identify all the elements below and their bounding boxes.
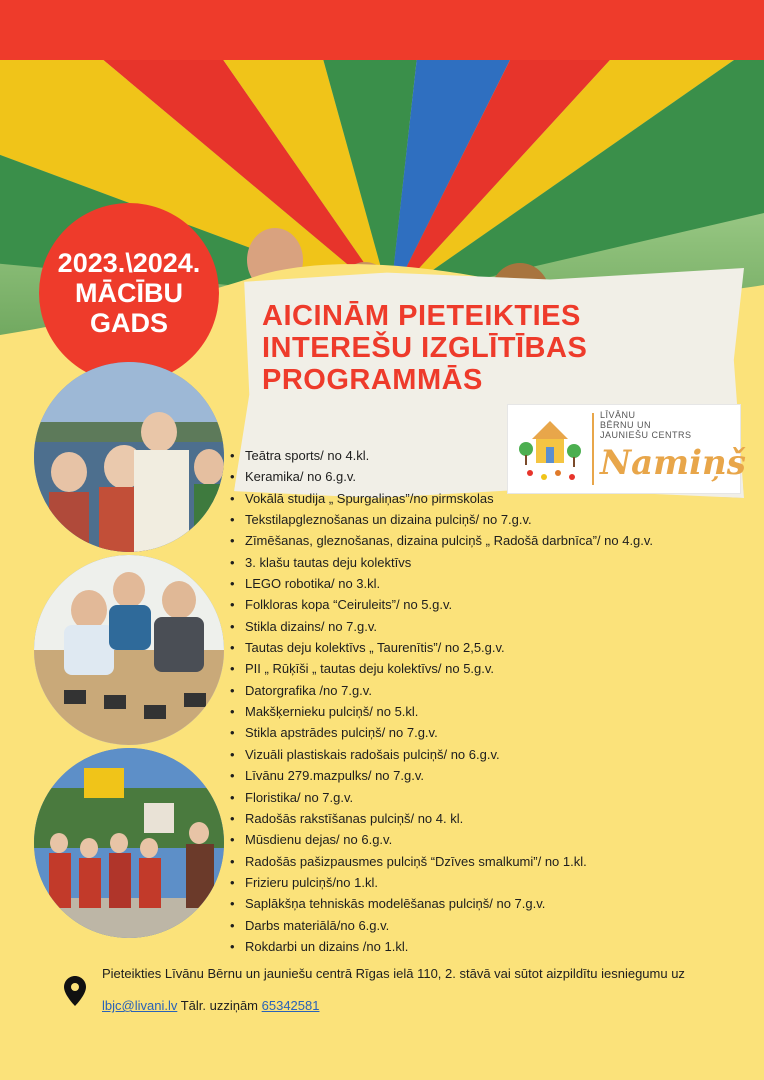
program-item: • Floristika/ no 7.g.v.: [230, 787, 653, 808]
headline: [262, 300, 682, 396]
program-item: • PII „ Rūķīši „ tautas deju kolektīvs/ no 5.g.v.: [230, 658, 653, 679]
program-item: • Folkloras kopa “Ceiruleits”/ no 5.g.v.: [230, 594, 653, 615]
headline-line3: PROGRAMMĀS: [262, 364, 483, 396]
badge-year: 2023.\2024.: [57, 248, 201, 278]
program-item: • Darbs materiālā/no 6.g.v.: [230, 915, 653, 936]
logo-name-line1: LĪVĀNU: [600, 410, 636, 420]
footer-contacts: [102, 998, 319, 1013]
photo-folk-dancers: [34, 748, 224, 938]
logo-name-line2: BĒRNU UN: [600, 420, 652, 430]
program-item: • Mūsdienu dejas/ no 6.g.v.: [230, 829, 653, 850]
logo-org-name: [600, 410, 692, 440]
program-item: • Tekstilapgleznošanas un dizaina pulciņš/ no 7.g.v.: [230, 509, 653, 530]
program-item: • Saplākšņa tehniskās modelēšanas pulciņš/ no 7.g.v.: [230, 893, 653, 914]
school-year-badge: [39, 203, 219, 383]
photo-folk-group: [34, 362, 224, 552]
top-banner: [0, 0, 764, 60]
logo-name-line3: JAUNIEŠU CENTRS: [600, 430, 692, 440]
headline-line1: AICINĀM PIETEIKTIES: [262, 300, 581, 332]
phone-link[interactable]: 65342581: [261, 998, 320, 1013]
program-item: • Vokālā studija „ Spurgaliņas”/no pirmskolas: [230, 488, 653, 509]
program-item: • LEGO robotika/ no 3.kl.: [230, 573, 653, 594]
badge-line3: GADS: [89, 308, 168, 338]
program-item: • Rokdarbi un dizains /no 1.kl.: [230, 936, 653, 957]
program-item: • Zīmēšanas, gleznošanas, dizaina pulciņš „ Radošā darbnīca”/ no 4.g.v.: [230, 530, 653, 551]
program-item: • Stikla apstrādes pulciņš/ no 7.g.v.: [230, 722, 653, 743]
program-item: • Tautas deju kolektīvs „ Taurenītis”/ no 2,5.g.v.: [230, 637, 653, 658]
phone-label: Tālr. uzziņām: [177, 998, 262, 1013]
program-item: • 3. klašu tautas deju kolektīvs: [230, 552, 653, 573]
program-item: • Makšķernieku pulciņš/ no 5.kl.: [230, 701, 653, 722]
programs-list: [230, 445, 653, 957]
headline-line2: INTEREŠU IZGLĪTĪBAS: [262, 332, 588, 364]
badge-line2: MĀCĪBU: [75, 278, 183, 308]
program-item: • Vizuāli plastiskais radošais pulciņš/ no 6.g.v.: [230, 744, 653, 765]
program-item: • Radošās rakstīšanas pulciņš/ no 4. kl.: [230, 808, 653, 829]
program-item: • Radošās pašizpausmes pulciņš “Dzīves smalkumi”/ no 1.kl.: [230, 851, 653, 872]
program-item: • Frizieru pulciņš/no 1.kl.: [230, 872, 653, 893]
program-item: • Datorgrafika /no 7.g.v.: [230, 680, 653, 701]
location-pin-icon: [64, 976, 86, 1006]
program-item: • Līvānu 279.mazpulks/ no 7.g.v.: [230, 765, 653, 786]
footer-address: Pieteikties Līvānu Bērnu un jauniešu centrā Rīgas ielā 110, 2. stāvā vai sūtot aizpildītu iesniegumu uz: [102, 966, 685, 981]
program-item: • Teātra sports/ no 4.kl.: [230, 445, 653, 466]
photo-lego-robotics: [34, 555, 224, 745]
email-link[interactable]: lbjc@livani.lv: [102, 998, 178, 1013]
program-item: • Keramika/ no 6.g.v.: [230, 466, 653, 487]
program-item: • Stikla dizains/ no 7.g.v.: [230, 616, 653, 637]
logo-script: Namiņš: [600, 443, 746, 483]
